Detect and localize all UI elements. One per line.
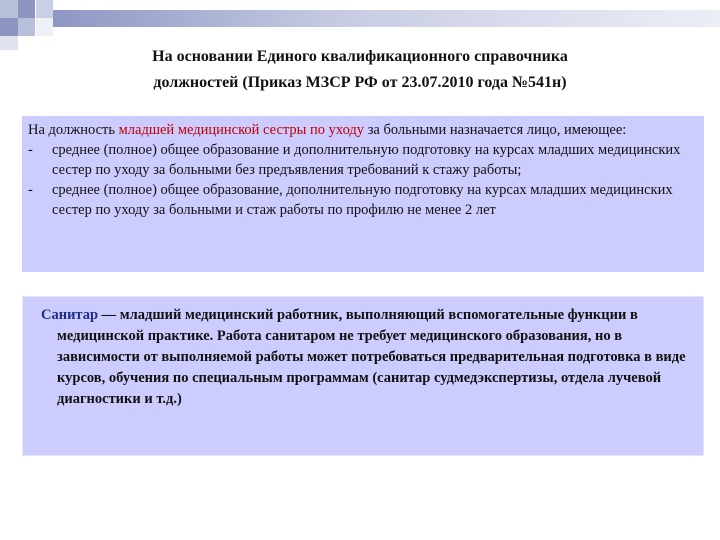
requirement-text: среднее (полное) общее образование, дополнительную подготовку на курсах младших медицинских сестер по уходу за больными и стаж работы по профилю не менее 2 лет (52, 182, 673, 218)
requirement-text: среднее (полное) общее образование и дополнительную подготовку на курсах младших медицинских сестер по уходу за больными без предъявления требований к стажу работы; (52, 142, 681, 178)
definition-term: Санитар (41, 307, 99, 323)
decor-square (0, 36, 18, 50)
definition-box (22, 296, 704, 456)
requirements-intro (28, 120, 696, 140)
requirement-item (28, 140, 696, 180)
definition-text: — младший медицинский работник, выполняющий вспомогательные функции в медицинской практике. Работа санитаром не требует медицинского образования, но в зависимости от выполняемой работы может потребоваться предварительная подготовка в виде курсов, обучения по специальным программам (санитар судмедэкспертизы, отдела лучевой диагностики и т.д.) (57, 307, 686, 407)
slide-title (60, 44, 660, 96)
decor-square (0, 0, 18, 18)
decor-square (36, 0, 53, 18)
slide-title-line-1: На основании Единого квалификационного справочника (152, 48, 568, 65)
slide-title-line-2: должностей (Приказ МЗСР РФ от 23.07.2010 года №541н) (153, 74, 567, 91)
bullet-dash: - (28, 142, 33, 158)
decor-square (18, 18, 35, 36)
bullet-dash: - (28, 182, 33, 198)
top-gradient-bar (53, 10, 720, 27)
decor-square (0, 18, 18, 36)
intro-prefix: На должность (28, 122, 119, 138)
decor-square (18, 0, 35, 18)
requirements-box (22, 116, 704, 272)
decor-square (36, 18, 53, 36)
definition-paragraph (31, 305, 691, 410)
position-highlight: младшей медицинской сестры по уходу (118, 122, 365, 138)
requirement-item (28, 180, 696, 220)
intro-suffix: за больными назначается лицо, имеющее: (364, 122, 627, 138)
